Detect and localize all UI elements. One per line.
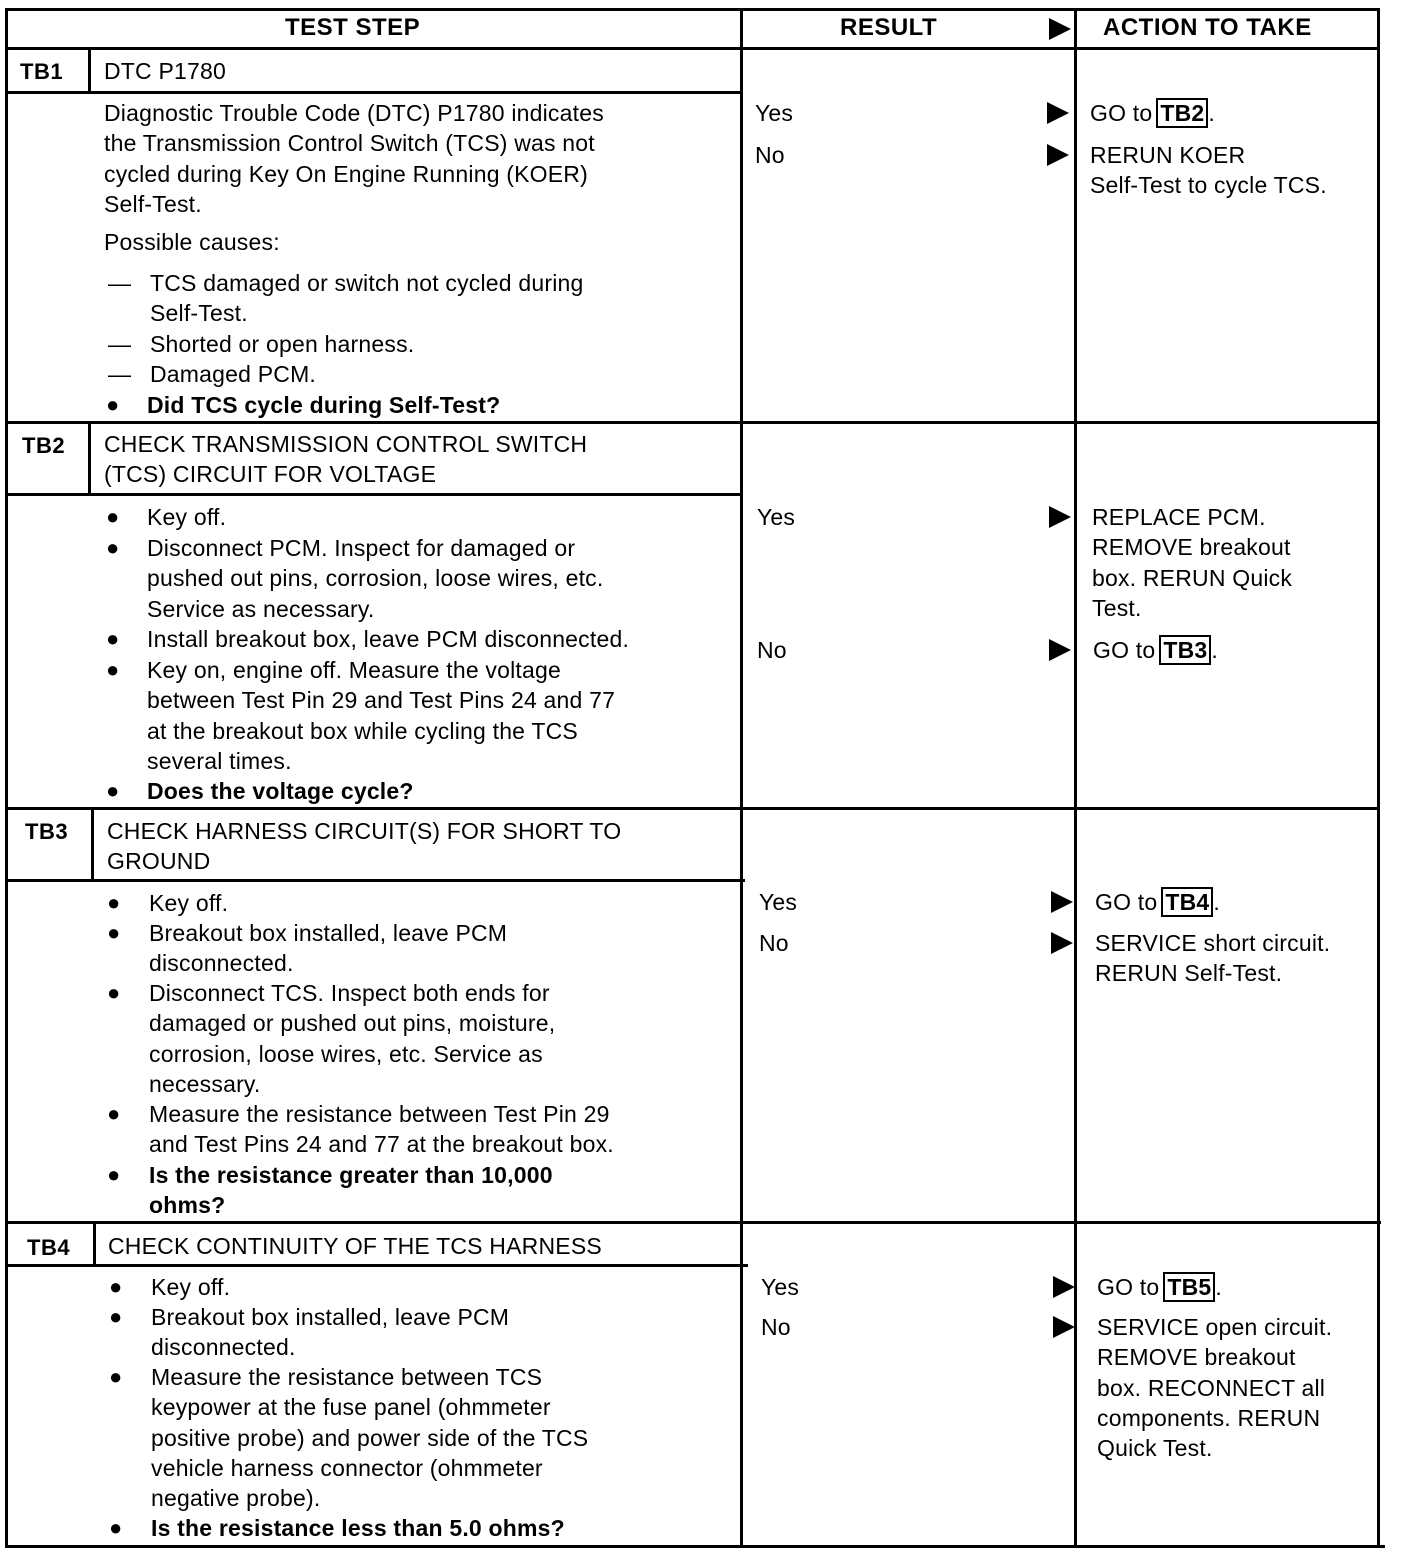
table-border-top: [5, 8, 1378, 11]
tb4-title-underline: [8, 1264, 748, 1267]
tb4-bullet-1: Key off.: [151, 1274, 231, 1300]
arrow-right-icon: [1049, 506, 1071, 528]
bullet-icon: ●: [106, 778, 120, 803]
header-arrow-icon: [1049, 18, 1071, 40]
step-reference-tb3: TB3: [1159, 635, 1211, 665]
tb3-result-yes: Yes: [759, 889, 798, 915]
bullet-icon: ●: [106, 626, 120, 651]
tb1-cause-2: Shorted or open harness.: [150, 331, 415, 357]
tb4-yes-action: GO to TB5 .: [1097, 1274, 1223, 1300]
bullet-icon: ●: [106, 504, 120, 529]
arrow-right-icon: [1047, 144, 1069, 166]
tb2-bullet-2: Disconnect PCM. Inspect for damaged or pushed out pins, corrosion, loose wires, etc. Service as necessary.: [147, 535, 604, 622]
tb1-id-divider: [88, 48, 91, 93]
dash-icon: —: [108, 361, 131, 387]
tb2-no-action: GO to TB3 .: [1093, 637, 1219, 663]
tb4-bullet-2: Breakout box installed, leave PCM disconnected.: [151, 1304, 510, 1361]
bullet-icon: ●: [109, 1364, 123, 1389]
tb3-bullet-3: Disconnect TCS. Inspect both ends for damaged or pushed out pins, moisture, corrosion, loose wires, etc. Service as necessary.: [149, 980, 556, 1097]
tb2-bullet-1: Key off.: [147, 504, 227, 530]
arrow-right-icon: [1047, 102, 1069, 124]
tb1-row-divider: [5, 421, 1378, 424]
step-reference-tb5: TB5: [1163, 1272, 1215, 1302]
tb1-question: Did TCS cycle during Self-Test?: [147, 392, 501, 418]
tb3-bullet-1: Key off.: [149, 890, 229, 916]
bullet-icon: ●: [109, 1274, 123, 1299]
tb2-bullet-4: Key on, engine off. Measure the voltage between Test Pin 29 and Test Pins 24 and 77 at the breakout box while cycling the TCS several times.: [147, 657, 616, 774]
bullet-icon: ●: [107, 920, 121, 945]
tb2-yes-action: REPLACE PCM. REMOVE breakout box. RERUN Quick Test.: [1092, 504, 1293, 621]
tb2-bullet-3: Install breakout box, leave PCM disconnected.: [147, 626, 630, 652]
bullet-icon: ●: [109, 1515, 123, 1540]
tb1-cause-1: TCS damaged or switch not cycled during Self-Test.: [150, 270, 584, 327]
step-id-tb2: TB2: [22, 433, 66, 458]
tb1-title-underline: [5, 91, 742, 94]
tb2-result-yes: Yes: [757, 504, 796, 530]
tb2-result-no: No: [757, 637, 787, 663]
tb3-bullet-2: Breakout box installed, leave PCM disconnected.: [149, 920, 508, 977]
arrow-right-icon: [1053, 1316, 1075, 1338]
bullet-icon: ●: [107, 1162, 121, 1187]
tb4-question: Is the resistance less than 5.0 ohms?: [151, 1515, 565, 1541]
step-id-tb1: TB1: [20, 59, 64, 84]
column-divider-step-result: [740, 8, 743, 1548]
tb3-bullet-4: Measure the resistance between Test Pin 29 and Test Pins 24 and 77 at the breakout box.: [149, 1101, 614, 1158]
tb4-result-no: No: [761, 1314, 791, 1340]
step-reference-tb4: TB4: [1161, 887, 1213, 917]
tb1-yes-action: GO to TB2 .: [1090, 100, 1216, 126]
tb1-result-yes: Yes: [755, 100, 794, 126]
step-id-tb4: TB4: [27, 1235, 71, 1260]
tb4-result-yes: Yes: [761, 1274, 800, 1300]
tb3-no-action: SERVICE short circuit. RERUN Self-Test.: [1095, 930, 1331, 987]
step-reference-tb2: TB2: [1156, 98, 1208, 128]
tb4-bullet-3: Measure the resistance between TCS keypower at the fuse panel (ohmmeter positive probe) and power side of the TCS vehicle harness connector (ohmmeter negative probe).: [151, 1364, 589, 1512]
tb3-yes-action: GO to TB4 .: [1095, 889, 1221, 915]
tb3-question: Is the resistance greater than 10,000 ohms?: [149, 1162, 553, 1219]
tb4-id-divider: [93, 1222, 96, 1267]
bullet-icon: ●: [106, 657, 120, 682]
arrow-right-icon: [1053, 1276, 1075, 1298]
tb4-no-action: SERVICE open circuit. REMOVE breakout box. RECONNECT all components. RERUN Quick Test.: [1097, 1314, 1333, 1462]
header-action-to-take: ACTION TO TAKE: [1103, 14, 1312, 41]
tb1-title: DTC P1780: [104, 58, 226, 84]
tb1-description: Diagnostic Trouble Code (DTC) P1780 indicates the Transmission Control Switch (TCS) was not cycled during Key On Engine Running (KOER) Self-Test.: [104, 100, 604, 217]
tb1-cause-3: Damaged PCM.: [150, 361, 317, 387]
bullet-icon: ●: [107, 980, 121, 1005]
tb1-causes-label: Possible causes:: [104, 229, 280, 255]
tb2-question: Does the voltage cycle?: [147, 778, 414, 804]
header-divider: [5, 47, 1378, 50]
bullet-icon: ●: [109, 1304, 123, 1329]
dash-icon: —: [108, 331, 131, 357]
tb1-no-action: RERUN KOER Self-Test to cycle TCS.: [1090, 142, 1327, 199]
header-result: RESULT: [840, 14, 938, 41]
bullet-icon: ●: [107, 890, 121, 915]
tb2-row-divider: [5, 807, 1378, 810]
tb2-title: CHECK TRANSMISSION CONTROL SWITCH (TCS) CIRCUIT FOR VOLTAGE: [104, 431, 588, 488]
table-border-right: [1377, 8, 1380, 1548]
bullet-icon: ●: [107, 1101, 121, 1126]
header-test-step: TEST STEP: [285, 14, 421, 41]
tb2-id-divider: [88, 422, 91, 496]
table-border-left: [5, 8, 8, 1548]
bullet-icon: ●: [106, 535, 120, 560]
tb1-result-no: No: [755, 142, 785, 168]
arrow-right-icon: [1051, 932, 1073, 954]
bullet-icon: ●: [106, 392, 120, 417]
tb3-result-no: No: [759, 930, 789, 956]
arrow-right-icon: [1049, 639, 1071, 661]
tb3-title-underline: [8, 879, 745, 882]
tb3-id-divider: [91, 808, 94, 882]
step-id-tb3: TB3: [25, 819, 69, 844]
tb3-title: CHECK HARNESS CIRCUIT(S) FOR SHORT TO GROUND: [107, 818, 622, 875]
arrow-right-icon: [1051, 891, 1073, 913]
dash-icon: —: [108, 270, 131, 296]
table-border-bottom: [8, 1545, 1385, 1548]
tb3-row-divider: [8, 1221, 1381, 1224]
tb4-title: CHECK CONTINUITY OF THE TCS HARNESS: [108, 1233, 602, 1259]
tb2-title-underline: [5, 493, 742, 496]
